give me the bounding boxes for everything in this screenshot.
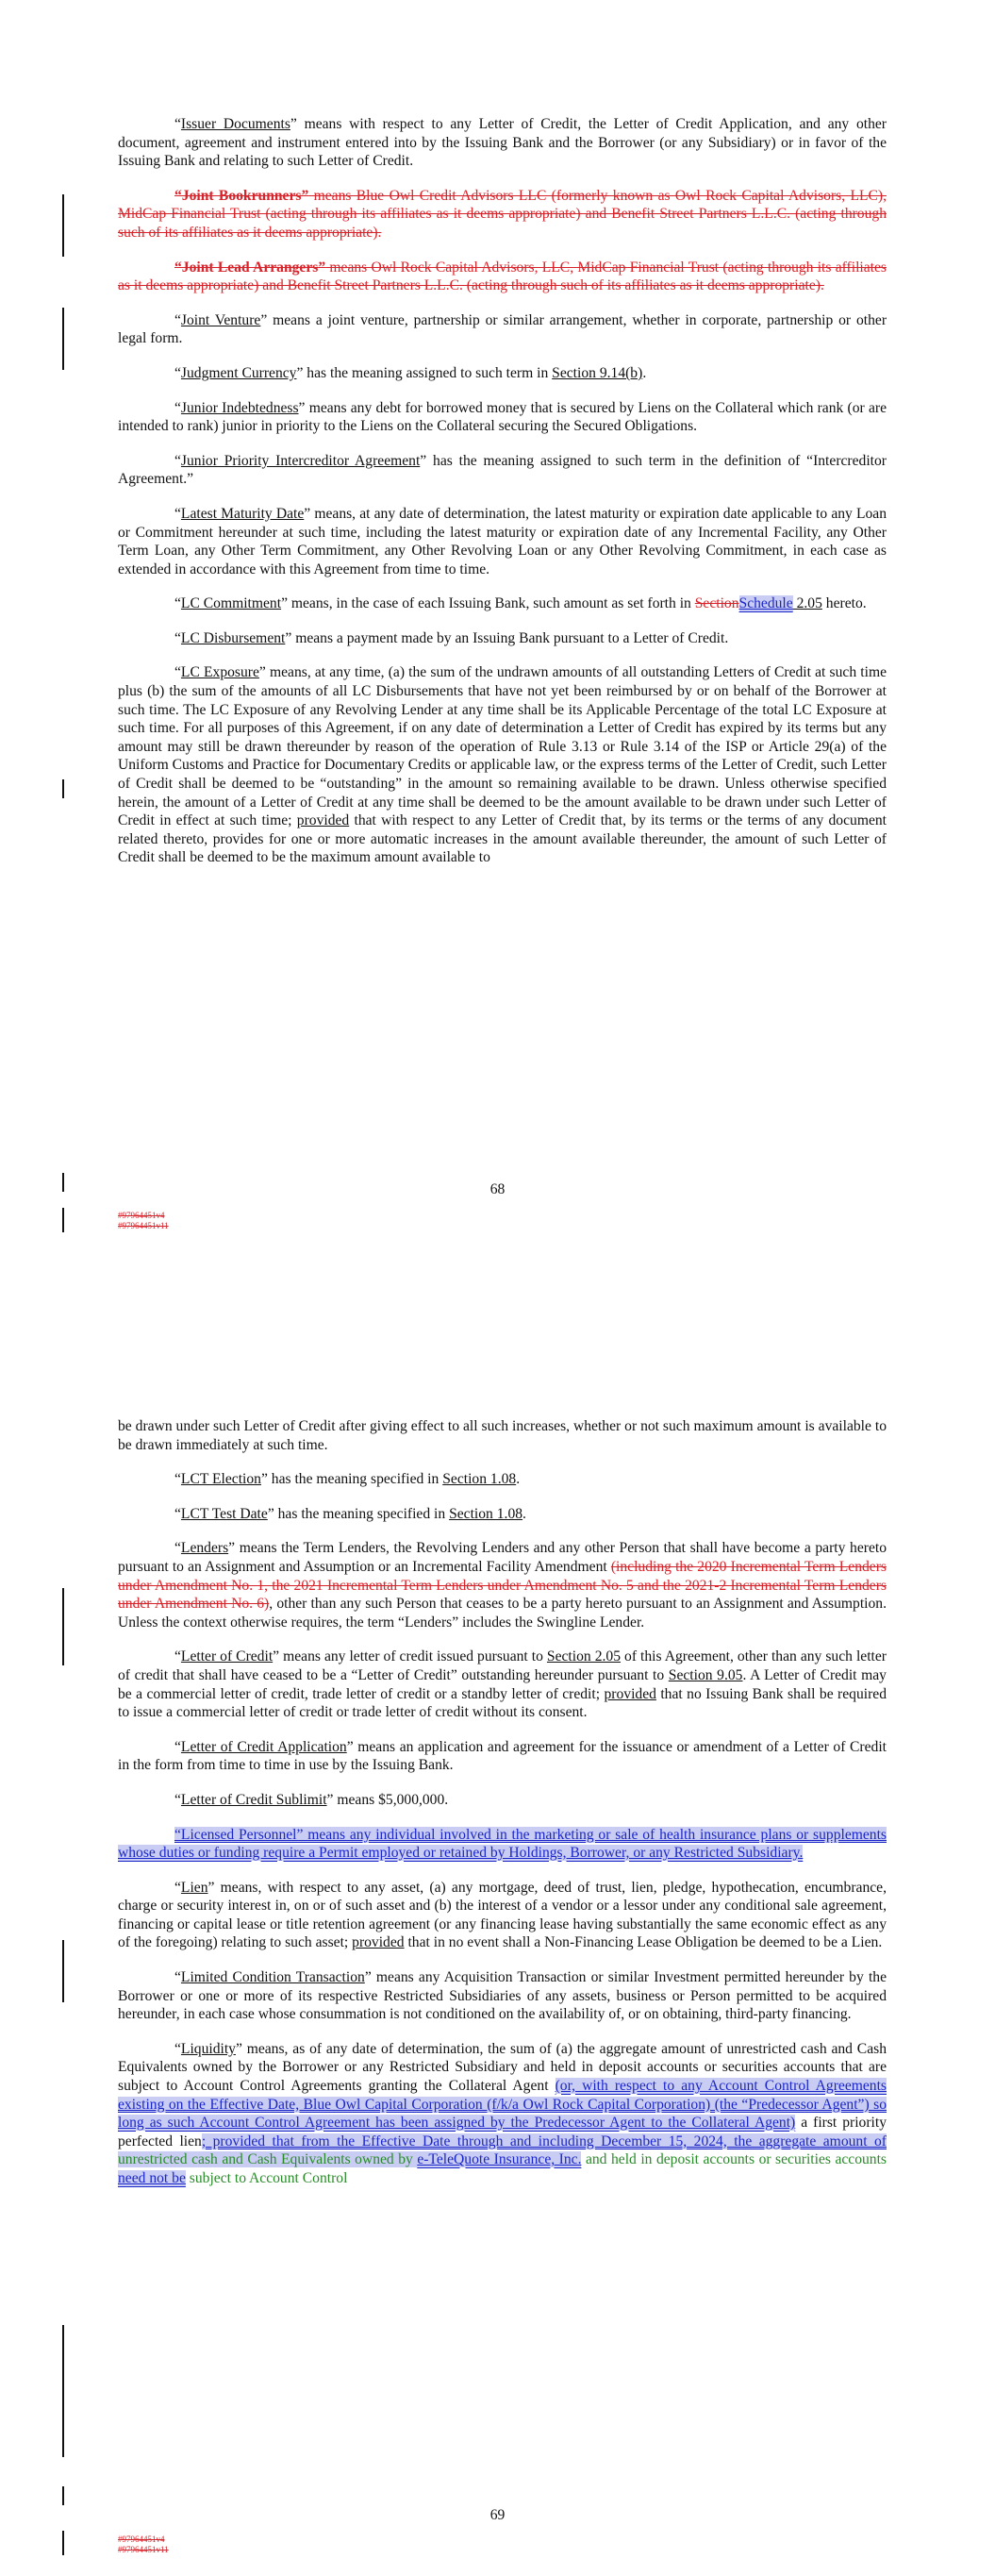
definition-licensed-personnel — [118, 1826, 887, 1863]
defined-term: LC Commitment — [180, 595, 282, 612]
definition-lc-sublimit: “Letter of Credit Sublimit” means $5,000,000. — [174, 1791, 449, 1808]
definition-junior-priority-intercreditor: “Junior Priority Intercreditor Agreement” has the meaning assigned to such term in the definition of “Intercreditor Agreement.” — [118, 452, 887, 488]
definition-joint-venture: “Joint Venture” means a joint venture, partnership or similar arrangement, whether in corporate, partnership or other legal form. — [118, 311, 887, 347]
section-reference: Section 2.05 — [546, 1648, 622, 1665]
defined-term: Issuer Documents — [180, 116, 290, 132]
defined-term: LC Disbursement — [180, 629, 286, 646]
deleted-text: means Blue Owl Credit Advisors LLC (formerly known as Owl Rock Capital Advisors, LLC), MidCap Financial Trust (acting through its affiliates as it deems appropriate) and Benefit Street Partners L.L.C. (acting through such of its affiliates as it deems appropriate). — [118, 187, 887, 241]
definition-lenders: “Lenders” means the Term Lenders, the Revolving Lenders and any other Person that shall have become a party hereto pursuant to an Assignment and Assumption or an Incremental Facility Amendment (including the 2020 Incremental Term Lenders under Amendment No. 1, the 2021 Incremental Term Lenders under Amendment No. 5 and the 2021-2 Incremental Term Lenders under Amendment No. 6), other than any such Person that ceases to be a party hereto pursuant to an Assignment and Assumption. Unless the context otherwise requires, the term “Lenders” includes the Swingline Lender. — [118, 1540, 887, 1631]
continuation-text: be drawn under such Letter of Credit after giving effect to all such increases, whether or not such maximum amount is available to be drawn immediately at such time. — [118, 1418, 887, 1453]
inserted-text: Schedule — [738, 595, 793, 612]
defined-term: Joint Venture — [180, 311, 261, 328]
inserted-text: “Licensed Personnel” means any individual involved in the marketing or sale of health insurance plans or supplements whose duties or funding require a Permit employed or retained by Holdings, Borrower, or any Restricted Subsidiary. — [118, 1826, 887, 1862]
change-bar — [62, 1208, 64, 1232]
inserted-text: ; provided that from the Effective Date through and including December 15, 2024, the aggregate amount of — [201, 2133, 887, 2149]
change-bar — [62, 308, 64, 370]
moved-text: unrestricted cash and Cash Equivalents owned by — [118, 2151, 418, 2168]
inserted-text: need not be — [118, 2170, 186, 2186]
definition-lct-test-date: “LCT Test Date” has the meaning specified in Section 1.08. — [174, 1505, 526, 1522]
defined-term: LC Exposure — [180, 664, 259, 681]
doc-id-footer: #97964451v4 #97964451v11 — [118, 2534, 169, 2554]
section-reference: Section 1.08 — [449, 1505, 523, 1522]
page-gap — [0, 1288, 995, 1378]
defined-term: Judgment Currency — [180, 364, 297, 381]
change-bar — [62, 779, 64, 798]
definition-joint-lead-arrangers — [118, 259, 887, 295]
inserted-text: e-TeleQuote Insurance, Inc. — [417, 2151, 582, 2168]
page-number: 69 — [489, 2507, 506, 2523]
change-bar — [62, 2325, 64, 2457]
defined-term: LCT Test Date — [180, 1505, 268, 1522]
definition-lc-commitment: “LC Commitment” means, in the case of each Issuing Bank, such amount as set forth in SectionSchedule 2.05 hereto. — [174, 595, 867, 612]
deleted-text: (including the 2020 Incremental Term Lenders under Amendment No. 1, the 2021 Incremental Term Lenders under Amendment No. 5 and the 2021-2 Incremental Term Lenders under Amendment No. 6) — [118, 1558, 887, 1613]
page-number: 68 — [489, 1181, 506, 1197]
change-bar — [62, 1588, 64, 1665]
definition-latest-maturity-date: “Latest Maturity Date” means, at any date of determination, the latest maturity or expiration date applicable to any Loan or Commitment hereunder at such time, including the latest maturity or expiration date of any Incremental Facility, any Other Term Loan, any Other Term Commitment, any Other Revolving Loan or any Other Revolving Commitment, in each case as extended in accordance with this Agreement from time to time. — [118, 505, 887, 577]
deleted-text: means Owl Rock Capital Advisors, LLC, MidCap Financial Trust (acting through its affiliates as it deems appropriate) and Benefit Street Partners L.L.C. (acting through such of its affiliates as it deems appropriate). — [118, 259, 887, 294]
page-69 — [0, 1378, 995, 2576]
definition-limited-condition-transaction: “Limited Condition Transaction” means any Acquisition Transaction or similar Investment permitted hereunder by the Borrower or one or more of its respective Restricted Subsidiaries of any assets, business or Person permitted to be acquired hereunder, in each case whose consummation is not conditioned on the availability of, or on obtaining, third-party financing. — [118, 1969, 887, 2023]
defined-term: Limited Condition Transaction — [180, 1969, 365, 1986]
defined-term: Lenders — [180, 1540, 229, 1557]
deleted-text: Section — [694, 595, 739, 612]
change-bar — [62, 2531, 64, 2555]
definition-lc-application: “Letter of Credit Application” means an application and agreement for the issuance or amendment of a Letter of Credit in the form from time to time in use by the Issuing Bank. — [118, 1738, 887, 1774]
moved-text: and held in deposit accounts or securities accounts — [581, 2151, 887, 2168]
defined-term: Lien — [180, 1879, 208, 1896]
moved-text: subject to Account Control — [185, 2170, 348, 2186]
change-bar — [62, 194, 64, 257]
defined-term: Letter of Credit Application — [180, 1738, 347, 1755]
page-body — [118, 115, 887, 883]
change-bar — [62, 2486, 64, 2505]
definition-liquidity: “Liquidity” means, as of any date of determination, the sum of (a) the aggregate amount of unrestricted cash and Cash Equivalents owned by the Borrower or any Restricted Subsidiary and held in deposit accounts or securities accounts that are subject to Account Control Agreements granting the Collateral Agent (or, with respect to any Account Control Agreements existing on the Effective Date, Blue Owl Capital Corporation (f/k/a Owl Rock Capital Corporation) (the “Predecessor Agent”) so long as such Account Control Agreement has been assigned by the Predecessor Agent to the Collateral Agent) a first priority perfected lien; provided that from the Effective Date through and including December 15, 2024, the aggregate amount of unrestricted cash and Cash Equivalents owned by e-TeleQuote Insurance, Inc. and held in deposit accounts or securities accounts need not be subject to Account Control — [118, 2040, 887, 2186]
definition-joint-bookrunners — [118, 187, 887, 243]
page-body — [118, 1417, 887, 2204]
definition-lc-exposure: “LC Exposure” means, at any time, (a) the sum of the undrawn amounts of all outstanding Letters of Credit at such time plus (b) the sum of the amounts of all LC Disbursements that have not yet been reimbursed by or on behalf of the Borrower at such time. The LC Exposure of any Revolving Lender at any time shall be its Applicable Percentage of the total LC Exposure at such time. For all purposes of this Agreement, if on any date of determination a Letter of Credit has expired by its terms but any amount may still be drawn thereunder by reason of the operation of Rule 3.13 or Rule 3.14 of the ISP or Article 29(a) of the Uniform Customs and Practice for Documentary Credits or applicable law, or the express terms of the Letter of Credit, such Letter of Credit shall be deemed to be “outstanding” in the amount so remaining available to be drawn. Unless otherwise specified herein, the amount of a Letter of Credit at any time shall be deemed to be the amount available to be drawn under such Letter of Credit in effect at such time; provided that with respect to any Letter of Credit that, by its terms or the terms of any document related thereto, provides for one or more automatic increases in the amount available thereunder, the amount of such Letter of Credit shall be deemed to be the maximum amount available to — [118, 664, 887, 866]
deleted-term: “Joint Lead Arrangers” — [174, 259, 326, 276]
definition-lc-disbursement: “LC Disbursement” means a payment made by an Issuing Bank pursuant to a Letter of Credit. — [174, 629, 729, 646]
proviso: provided — [352, 1934, 405, 1951]
deleted-term: “Joint Bookrunners” — [174, 187, 309, 204]
proviso: provided — [296, 812, 350, 829]
section-reference: 2.05 — [792, 595, 822, 612]
section-reference: Section 1.08 — [442, 1471, 517, 1488]
definition-judgment-currency: “Judgment Currency” has the meaning assigned to such term in Section 9.14(b). — [174, 364, 647, 381]
section-reference: Section 9.05 — [668, 1666, 743, 1683]
defined-term: Letter of Credit Sublimit — [180, 1791, 327, 1808]
change-bar — [62, 1940, 64, 2002]
defined-term: LCT Election — [180, 1471, 261, 1488]
definition-letter-of-credit: “Letter of Credit” means any letter of credit issued pursuant to Section 2.05 of this Agreement, other than any such letter of credit that shall have ceased to be a “Letter of Credit” outstanding hereunder pursuant to Section 9.05. A Letter of Credit may be a commercial letter of credit, trade letter of credit or a standby letter of credit; provided that no Issuing Bank shall be required to issue a commercial letter of credit or trade letter of credit without its consent. — [118, 1648, 887, 1721]
defined-term: Junior Indebtedness — [180, 399, 299, 416]
definition-lct-election: “LCT Election” has the meaning specified in Section 1.08. — [174, 1471, 521, 1488]
proviso: provided — [604, 1685, 656, 1702]
definition-lien: “Lien” means, with respect to any asset, (a) any mortgage, deed of trust, lien, pledge, hypothecation, encumbrance, charge or security interest in, on or of such asset and (b) the interest of a vendor or a lessor under any conditional sale agreement, financing or capital lease or title retention agreement (or any financing lease having substantially the same economic effect as any of the foregoing) relating to such asset; provided that in no event shall a Non-Financing Lease Obligation be deemed to be a Lien. — [118, 1879, 887, 1951]
section-reference: Section 9.14(b) — [552, 364, 643, 381]
defined-term: Latest Maturity Date — [180, 505, 305, 522]
definition-issuer-documents: “Issuer Documents” means with respect to any Letter of Credit, the Letter of Credit Application, and any other document, agreement and instrument entered into by the Issuing Bank and the Borrower (or any Subsidiary) or in favor of the Issuing Bank and relating to such Letter of Credit. — [118, 116, 887, 170]
doc-id-footer: #97964451v4 #97964451v11 — [118, 1211, 169, 1230]
inserted-text: (or, with respect to any Account Control Agreements existing on the Effective Date, Blue Owl Capital Corporation (f/k/a Owl Rock Capital Corporation) (the “Predecessor Agent”) so long as such Account Control Agreement has been assigned by the Predecessor Agent to the Collateral Agent) — [118, 2078, 887, 2132]
defined-term: Junior Priority Intercreditor Agreement — [180, 452, 421, 469]
defined-term: Liquidity — [180, 2040, 236, 2057]
defined-term: Letter of Credit — [180, 1648, 274, 1665]
definition-junior-indebtedness: “Junior Indebtedness” means any debt for borrowed money that is secured by Liens on the Collateral which rank (or are intended to rank) junior in priority to the Liens on the Collateral securing the Secured Obligations. — [118, 399, 887, 435]
